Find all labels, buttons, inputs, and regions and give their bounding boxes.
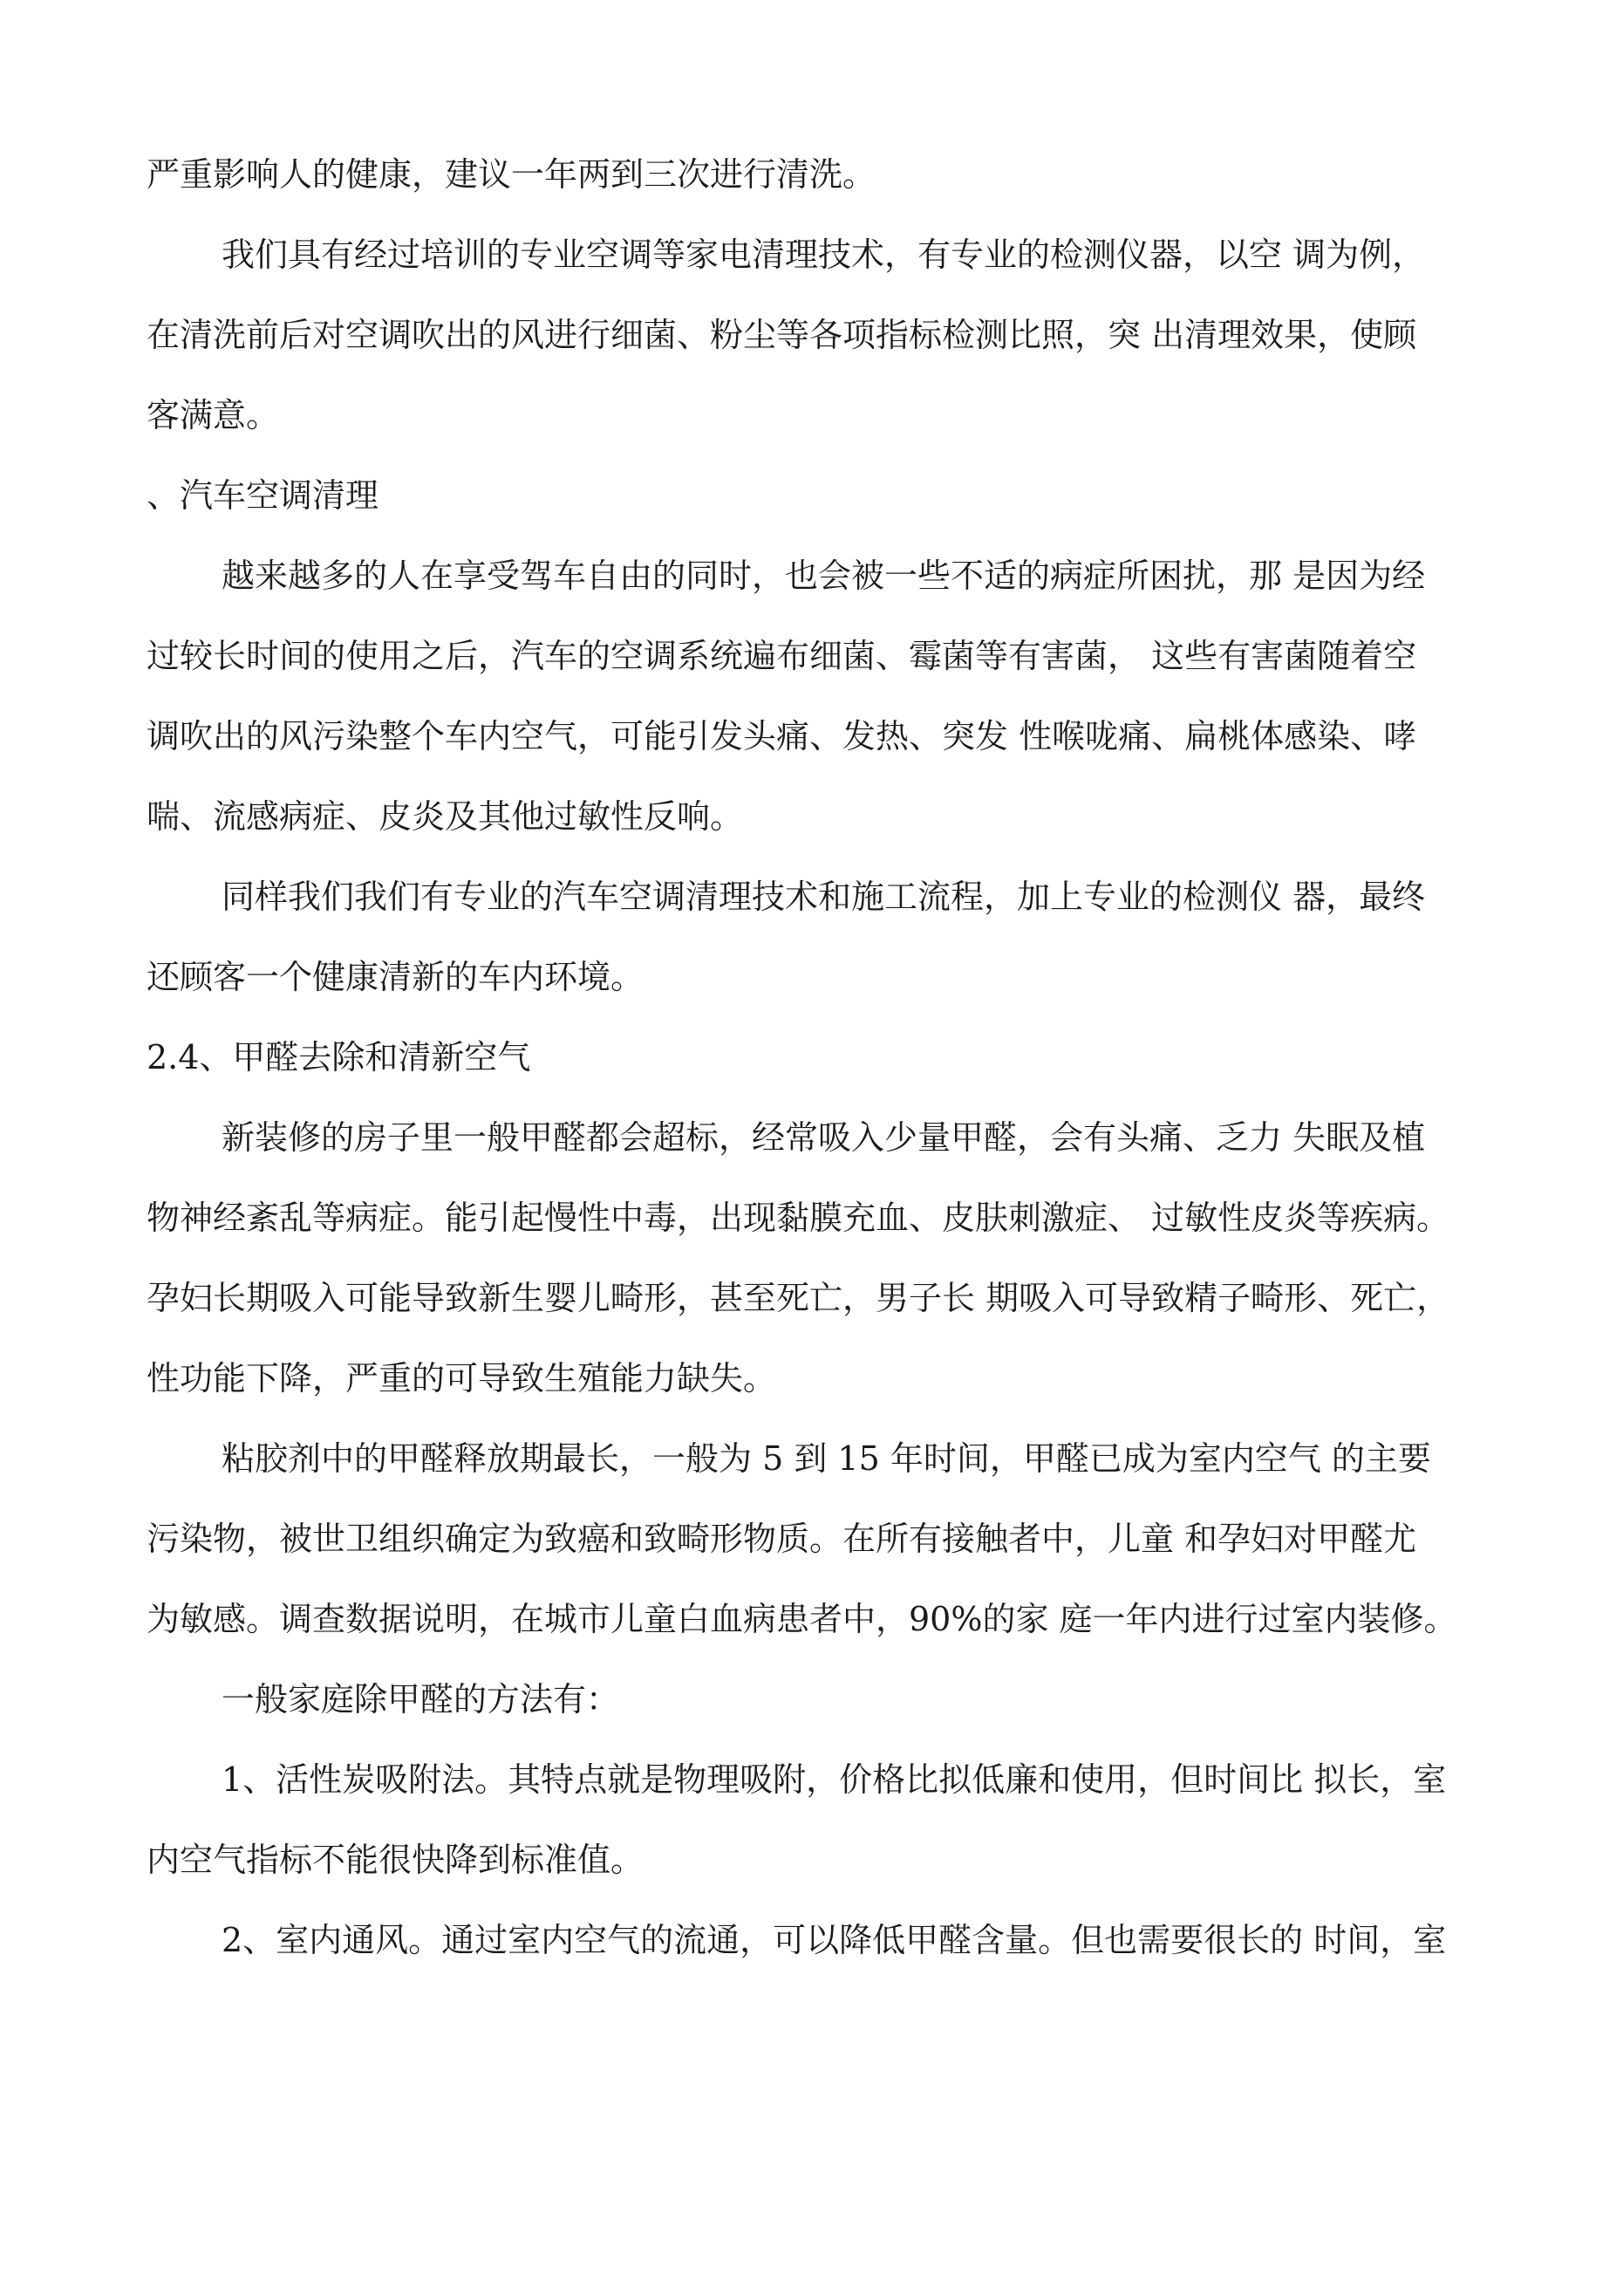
text-line: 越来越多的人在享受驾车自由的同时，也会被一些不适的病症所困扰，那 是因为经 [222,557,1426,595]
text-line: 在清洗前后对空调吹出的风进行细菌、粉尘等各项指标检测比照，突 出清理效果，使顾 [147,316,1417,354]
text-line: 为敏感。调查数据说明，在城市儿童白血病患者中，90%的家 庭一年内进行过室内装修。 [147,1600,1457,1638]
text-line: 污染物，被世卫组织确定为致癌和致畸形物质。在所有接触者中，儿童 和孕妇对甲醛尤 [147,1520,1417,1558]
text-line: 还顾客一个健康清新的车内环境。 [147,958,644,996]
text-line: 我们具有经过培训的专业空调等家电清理技术，有专业的检测仪器，以空 调为例， [222,236,1426,274]
text-line: 调吹出的风污染整个车内空气，可能引发头痛、发热、突发 性喉咙痛、扁桃体感染、哮 [147,717,1417,755]
text-line: 2、室内通风。通过室内空气的流通，可以降低甲醛含量。但也需要很长的 时间，室 [222,1921,1447,1959]
text-line: 性功能下降，严重的可导致生殖能力缺失。 [147,1359,777,1397]
text-line: 过较长时间的使用之后，汽车的空调系统遍布细菌、霉菌等有害菌， 这些有害菌随着空 [147,637,1417,675]
text-line: 同样我们我们有专业的汽车空调清理技术和施工流程，加上专业的检测仪 器，最终 [222,878,1426,916]
text-line: 1、活性炭吸附法。其特点就是物理吸附，价格比拟低廉和使用，但时间比 拟长，室 [222,1760,1447,1799]
text-line: 客满意。 [147,396,280,434]
text-line: 粘胶剂中的甲醛释放期最长，一般为 5 到 15 年时间，甲醛已成为室内空气 的主要 [222,1439,1431,1478]
section-heading: 2.4、甲醛去除和清新空气 [147,1038,531,1076]
text-line: 物神经紊乱等病症。能引起慢性中毒，出现黏膜充血、皮肤刺激症、 过敏性皮炎等疾病。 [147,1199,1450,1237]
text-line: 新装修的房子里一般甲醛都会超标，经常吸入少量甲醛，会有头痛、乏力 失眠及植 [222,1118,1426,1157]
section-heading: 、汽车空调清理 [147,476,379,515]
text-line: 孕妇长期吸入可能导致新生婴儿畸形，甚至死亡，男子长 期吸入可导致精子畸形、死亡， [147,1279,1450,1317]
text-line: 严重影响人的健康，建议一年两到三次进行清洗。 [147,155,876,194]
text-line: 内空气指标不能很快降到标准值。 [147,1841,644,1879]
text-line: 喘、流感病症、皮炎及其他过敏性反响。 [147,797,744,836]
text-line: 一般家庭除甲醛的方法有： [222,1680,620,1719]
